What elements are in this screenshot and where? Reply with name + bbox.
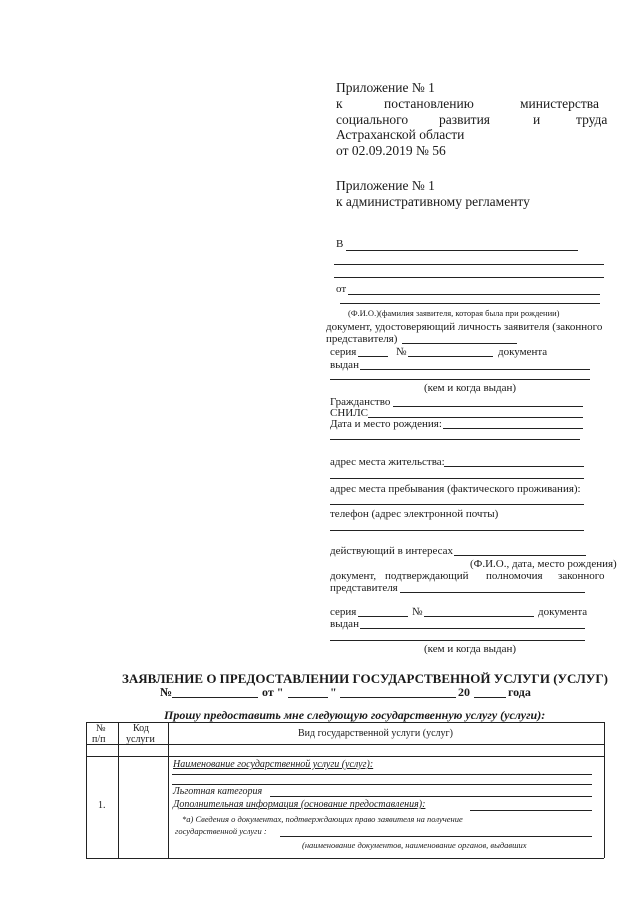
issued2-line[interactable] <box>360 628 585 629</box>
document2-label: документа <box>538 606 588 618</box>
issued-line-2[interactable] <box>330 379 590 380</box>
service-name-label: Наименование государственной услуги (услуг): <box>173 759 374 770</box>
appendix2-subtitle: к административному регламенту <box>336 194 530 209</box>
rep-doc-line[interactable] <box>400 592 585 593</box>
fio-note: (Ф.И.О.)(фамилия заявителя, которая была при рождении) <box>348 308 560 318</box>
appendix-line-word: развития <box>439 112 491 127</box>
number2-label: № <box>412 606 423 618</box>
col-number-header-2: п/п <box>92 734 106 745</box>
issued-line[interactable] <box>360 369 590 370</box>
to-line-2[interactable] <box>334 264 604 265</box>
application-number-label: № <box>160 685 173 699</box>
series-label: серия <box>330 346 357 358</box>
additional-info-line[interactable] <box>470 810 592 811</box>
residence-line[interactable] <box>444 466 584 467</box>
issued2-label: выдан <box>330 618 359 630</box>
rep-doc-label-2: представителя <box>330 582 398 594</box>
table-bottom-border <box>86 858 604 859</box>
appendix2-title: Приложение № 1 <box>336 178 435 193</box>
documents-info-text: *а) Сведения о документах, подтверждающих право заявителя на получение <box>182 814 463 824</box>
additional-info-label: Дополнительная информация (основание предоставления): <box>173 799 426 810</box>
birth-label: Дата и место рождения: <box>330 418 442 430</box>
col-service-header: Вид государственной услуги (услуг) <box>298 728 453 739</box>
application-number-line[interactable] <box>172 697 258 698</box>
snils-label: СНИЛС <box>330 407 369 419</box>
stay-line[interactable] <box>330 504 584 505</box>
appendix-line-word: и <box>533 112 541 127</box>
stay-label: адрес места пребывания (фактического проживания): <box>330 483 581 495</box>
application-from-label: от " <box>262 685 284 699</box>
issued2-line-2[interactable] <box>330 640 585 641</box>
table-col-border <box>604 722 605 858</box>
citizenship-label: Гражданство <box>330 396 391 408</box>
series2-label: серия <box>330 606 357 618</box>
issued-label: выдан <box>330 359 359 371</box>
document-label: документа <box>498 346 548 358</box>
rep-doc-word: документ, <box>330 570 377 582</box>
table-top-border <box>86 722 604 723</box>
birth-line[interactable] <box>443 428 583 429</box>
service-name-line[interactable] <box>172 774 592 775</box>
acting-label: действующий в интересах <box>330 545 454 557</box>
benefit-line[interactable] <box>270 796 592 797</box>
application-year-prefix: 20 <box>458 685 470 699</box>
appendix-line-word: постановлению <box>384 96 474 111</box>
id-doc-label: документ, удостоверяющий личность заявителя (законного <box>326 321 603 333</box>
residence-line-2[interactable] <box>330 478 584 479</box>
to-label: В <box>336 238 344 250</box>
documents-line[interactable] <box>280 836 592 837</box>
service-name-line-2[interactable] <box>172 784 592 785</box>
documents-info-text-2: государственной услуги : <box>175 826 267 836</box>
rep-doc-word: законного <box>558 570 605 582</box>
series2-line[interactable] <box>358 616 408 617</box>
application-year-label: года <box>508 685 531 699</box>
rep-doc-word: полномочия <box>486 570 543 582</box>
table-header-border <box>86 744 604 745</box>
id-doc-line[interactable] <box>402 343 517 344</box>
col-code-header-2: услуги <box>126 734 155 745</box>
documents-note: (наименование документов, наименование органов, выдавших <box>302 840 527 850</box>
row-number: 1. <box>98 800 106 811</box>
col-number-header: № <box>96 723 106 734</box>
application-day-line[interactable] <box>288 697 328 698</box>
appendix-line-word: министерства <box>520 96 599 111</box>
to-line[interactable] <box>346 250 578 251</box>
acting-note: (Ф.И.О., дата, место рождения) <box>470 558 617 570</box>
id-doc-label-2: представителя) <box>326 333 398 345</box>
appendix-date: от 02.09.2019 № 56 <box>336 143 446 158</box>
application-quote: " <box>330 685 337 699</box>
table-col-border <box>168 722 169 858</box>
number-line[interactable] <box>408 356 493 357</box>
appendix-region: Астраханской области <box>336 127 465 142</box>
rep-doc-word: подтверждающий <box>385 570 469 582</box>
appendix-line-word: к <box>336 96 343 111</box>
from-line-2[interactable] <box>340 303 600 304</box>
application-month-line[interactable] <box>340 697 456 698</box>
col-code-header: Код <box>133 723 149 734</box>
appendix-line-word: социального <box>336 112 409 127</box>
request-text: Прошу предоставить мне следующую государственную услугу (услуги): <box>164 708 546 722</box>
phone-label: телефон (адрес электронной почты) <box>330 508 499 520</box>
table-col-border <box>118 722 119 858</box>
table-row-border <box>86 756 604 757</box>
phone-line[interactable] <box>330 530 584 531</box>
from-line[interactable] <box>348 294 600 295</box>
number2-line[interactable] <box>424 616 534 617</box>
series-line[interactable] <box>358 356 388 357</box>
application-title: ЗАЯВЛЕНИЕ О ПРЕДОСТАВЛЕНИИ ГОСУДАРСТВЕННОЙ УСЛУГИ (УСЛУГ) <box>122 671 608 686</box>
benefit-label: Льготная категория <box>173 786 263 797</box>
birth-line-2[interactable] <box>330 439 580 440</box>
from-label: от <box>336 283 347 295</box>
appendix-line-word: труда <box>576 112 608 127</box>
issued-note: (кем и когда выдан) <box>424 382 517 394</box>
acting-line[interactable] <box>454 555 586 556</box>
application-year-line[interactable] <box>474 697 506 698</box>
appendix-title: Приложение № 1 <box>336 80 435 95</box>
number-label: № <box>396 346 407 358</box>
residence-label: адрес места жительства: <box>330 456 445 468</box>
table-col-border <box>86 722 87 858</box>
to-line-3[interactable] <box>334 277 604 278</box>
citizenship-line[interactable] <box>393 406 583 407</box>
issued2-note: (кем и когда выдан) <box>424 643 517 655</box>
